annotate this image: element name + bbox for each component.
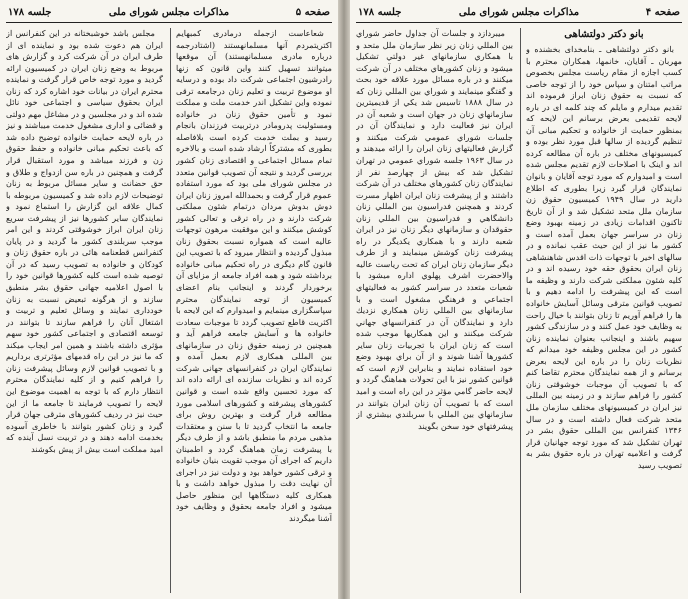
book-gutter: [338, 0, 350, 599]
right-page-header: [356, 4, 682, 23]
right-page-number: صفحه ۴: [645, 7, 680, 18]
left-page-title: مذاکرات مجلس شورای ملی: [108, 7, 230, 18]
right-page-column-right: [526, 28, 682, 595]
right-page: [350, 0, 688, 599]
right-page-column-left: [356, 28, 513, 595]
left-page-header: [6, 4, 332, 23]
left-page-column-left: [6, 28, 163, 595]
left-page-number: صفحه ۵: [295, 7, 330, 18]
right-column-1-text: بانو دکتر دولتشاهی ـ بنامخدای بخشنده و مهربان ـ آقایان، خانمها، همکاران محترم با کسب اجازه از مقام ریاست مجلس بخصوص مراتب امتنان و سپاس خود را از توجه خاصی که نسبت به حقوق زنان ابراز فرموده اند تقدیم میدارم و مایلم که چند کلمه ای در باره لایحه تقدیمی بعرض برسانم این لایحه که بمنظور حمایت از خانواده و تحکیم مبانی آن تنظیم گردیده از سالها قبل مورد نظر بوده و کمیسیونهای مختلف در باره آن مطالعه کرده اند و اینک با اصلاحات لازم تقدیم مجلس شده است و امیدوارم که مورد توجه آقایان و بانوان نمایندگان قرار گیرد زیرا بطوری که اطلاع دارید در سال ۱۹۴۹ کمیسیون حقوق زن سازمان ملل متحد تشکیل شد و از آن تاریخ تاکنون اقدامات زیادی در زمینه بهبود وضع زنان در سراسر جهان بعمل آمده است و کشور ما نیز از این حیث عقب نمانده و در سالهای اخیر با توجهات ذات اقدس شاهنشاهی زنان ایران بحقوق حقه خود رسیده اند و در کلیه شئون مملکتی شرکت دارند و وظیفه ما است که این پیشرفت را ادامه دهیم و با تصویب قوانین مترقی وسائل آسایش خانواده ها را فراهم آوریم تا زنان بتوانند با خیال راحت به وظایف خود عمل کنند و در سازندگی کشور سهیم باشند و اینجانب بعنوان نماینده زنان کشور در این مجلس وظیفه خود میدانم که نظریات زنان را در باره این لایحه بعرض برسانم و از همه نمایندگان محترم تقاضا کنم که با تصویب آن موجبات خوشوقتی زنان کشور را فراهم سازند و در زمینه بین المللی نیز ایران در کمیسیونهای مختلف سازمان ملل متحد شرکت فعال داشته است و در سال ۱۳۴۶ کنفرانس بین المللی حقوق بشر در تهران تشکیل شد که مورد توجه جهانیان قرار گرفت و اعلامیه تهران در باره حقوق بشر به تصویب رسید: [526, 44, 682, 470]
left-column-1-text: شعاعاست ازجمله درمادری کمبهایم اکتریتمردم آنها مسلمانهستند (اشتادرجمه درباره مادری مسلمانهستند) آن موقعها میتوانند تسهیل کنند واین قانون که زنها رادرشیون اجتماعی شرکت داد بوده و درسایه او موضوع تربیت و تعلیم زنان درجامعه ترقی نموده واین تشکیل اندر خدمت ملت و مملکت نمود و تأمین حقوق زنان در خانواده ومسئولیت پدرومادر درتربیت فرزندان بانجام رسید و بملت خدمت کرده است بلافاصله بطوری که مشترکاً ارشاد شده است و بالاخره تمام مسائل اجتماعی و اقتصادی زنان کشور بررسی گردید و نتیجه آن تصویب قوانین متعدد در مجلس شورای ملی بود که مورد استفاده عموم قرار گرفت و بحمدالله امروز زنان ایران دوش بدوش مردان درتمام شئون مملکتی شرکت دارند و در راه ترقی و تعالی کشور کوشش میکنند و این موفقیت مرهون توجهات عالیه است که همواره نسبت بحقوق زنان مبذول گردیده و انتظار میرود که با تصویب این قانون گام دیگری در راه تحکیم مبانی خانواده برداشته شود و همه افراد جامعه از مزایای آن برخوردار گردند و اینجانب بنام اعضای کمیسیون از توجه نمایندگان محترم سپاسگزاری مینمایم و امیدوارم که این لایحه با اکثریت قاطع تصویب گردد تا موجبات سعادت خانواده ها و آسایش جامعه فراهم آید و همچنین در زمینه حقوق زنان در سازمانهای بین المللی همکاری لازم بعمل آمده و نمایندگان ایران در کنفرانسهای جهانی شرکت کرده اند و نظریات سازنده ای ارائه داده اند که مورد تحسین واقع شده است و قوانین کشورهای پیشرفته و کشورهای اسلامی مورد مطالعه قرار گرفت و بهترین روش برای جامعه ما انتخاب گردید تا با سنن و معتقدات مذهبی مردم ما منطبق باشد و از طرف دیگر با پیشرفت زمان هماهنگ گردد و اطمینان داریم که اجرای آن موجب تقویت بنیان خانواده و ترقی کشور خواهد بود و دولت نیز در اجرای آن نهایت دقت را مبذول خواهد داشت و با همکاری کلیه دستگاهها این منظور حاصل میشود و افراد جامعه بحقوق و وظایف خود آشنا میگردند: [176, 28, 332, 523]
right-column-2-text: میبردازد و جلسات آن جداول حاضر شوراي بين المللي زنان زير نظر سازمان ملل متحد و با همكاري سازمانهاي غير دولتي تشكيل ميشود و زنان كشورهاي مختلف در آن شركت ميكنند و در باره مسائل مورد علاقه خود بحث و گفتگو مينمايند و شوراي بين المللي زنان كه در سال ۱۸۸۸ تاسيس شد يكي از قديميترين سازمانهاي زنان در جهان است و شعبه آن در ايران نيز فعاليت دارد و نمايندگان آن در جلسات شوراي عمومي شركت ميكنند و گزارش فعاليتهاي زنان ايران را ارائه ميدهند و در سال ۱۹۶۳ جلسه شوراي عمومي در تهران تشكيل شد كه بيش از چهارصد نفر از نمايندگان زنان كشورهاي مختلف در آن شركت داشتند و از پيشرفت زنان ايران اظهار مسرت كردند و همچنين فدراسيون بين المللي زنان دانشگاهي و فدراسيون بين المللي زنان حقوقدان و سازمانهاي ديگر زنان نيز در ايران شعبه دارند و با همكاري يكديگر در راه پيشرفت زنان كوشش مينمايند و از طرف ديگر سازمان زنان ايران كه تحت رياست عاليه والاحضرت اشرف پهلوي اداره ميشود با شعبات متعدد در سراسر كشور به فعاليتهاي اجتماعي و فرهنگي مشغول است و با سازمانهاي بين المللي زنان همكاري نزديك دارد و نمايندگان آن در كنفرانسهاي جهاني شركت ميكنند و اين همكاريها موجب شده است كه زنان ايران با تجربيات زنان ساير كشورها آشنا شوند و از آن براي بهبود وضع خود استفاده نمايند و بنابراين لازم است كه قوانين كشور نيز با اين تحولات هماهنگ گردد و لايحه حاضر گامي مؤثر در اين راه است و اميد است كه با تصويب آن زنان ايران بتوانند در سازمانهاي بين المللي با سربلندي بيشتري از پيشرفتهاي خود سخن بگويند: [356, 28, 513, 431]
left-page: [0, 0, 338, 599]
column-divider: [170, 28, 171, 593]
left-page-column-right: [176, 28, 332, 595]
right-page-title: مذاکرات مجلس شورای ملی: [458, 7, 580, 18]
speaker-heading: بانو دکتر دولتشاهی: [564, 29, 644, 40]
left-page-session: جلسه ۱۷۸: [8, 7, 52, 18]
right-page-session: جلسه ۱۷۸: [358, 7, 402, 18]
column-divider: [520, 28, 521, 593]
left-column-2-text: مجلس باشد خوشبختانه در این کنفرانس از ایران هم دعوت شده بود و نماینده ای از طرف ایران در آن شرکت کرد و گزارش های مربوط به وضع زنان ایران در کمیسیون ارائه گردید و مورد توجه خاص قرار گرفت و نماینده محترم ایران در بیانات خود اشاره کرد که زنان ایران بحقوق سیاسی و اجتماعی خود نائل شده اند و در مجلسین و در مشاغل مهم دولتی و قضائی و اداری مشغول خدمت میباشند و نیز در باره لایحه حمایت خانواده توضیح داده شد که باعث تحکیم مبانی خانواده و حفظ حقوق زن و فرزند میباشد و مورد استقبال قرار گرفت و همچنین در باره سن ازدواج و طلاق و حق حضانت و سایر مسائل مربوط به زنان توضیحات لازم داده شد و کمیسیون مربوطه با کمال علاقه این گزارش را استماع نمود و نمایندگان سایر کشورها نیز از پیشرفت سریع زنان ایران ابراز خوشوقتی کردند و این امر موجب سربلندی کشور ما گردید و در پایان کنفرانس قطعنامه هائی در باره حقوق زنان و کودکان و خانواده به تصویب رسید که در آن توصیه شده است کلیه کشورها قوانین خود را با اصول اعلامیه جهانی حقوق بشر منطبق سازند و از هرگونه تبعیض نسبت به زنان خودداری نمایند و وسائل تعلیم و تربیت و اشتغال آنان را فراهم سازند تا بتوانند در توسعه اقتصادی و اجتماعی کشور خود سهم مؤثری داشته باشند و همین امر ایجاب میکند که ما نیز در این راه قدمهای مؤثرتری برداریم و با تصویب قوانین لازم وسائل پیشرفت زنان را فراهم کنیم و از کلیه نمایندگان محترم انتظار دارم که با توجه به اهمیت موضوع این لایحه را تصویب فرمایند تا جامعه ما از این حیث نیز در ردیف کشورهای مترقی جهان قرار گیرد و زنان کشور بتوانند با خاطری آسوده بخدمت ادامه دهند و در تربیت نسل آینده که امید مملکت است بیش از پیش بکوشند: [6, 28, 163, 454]
